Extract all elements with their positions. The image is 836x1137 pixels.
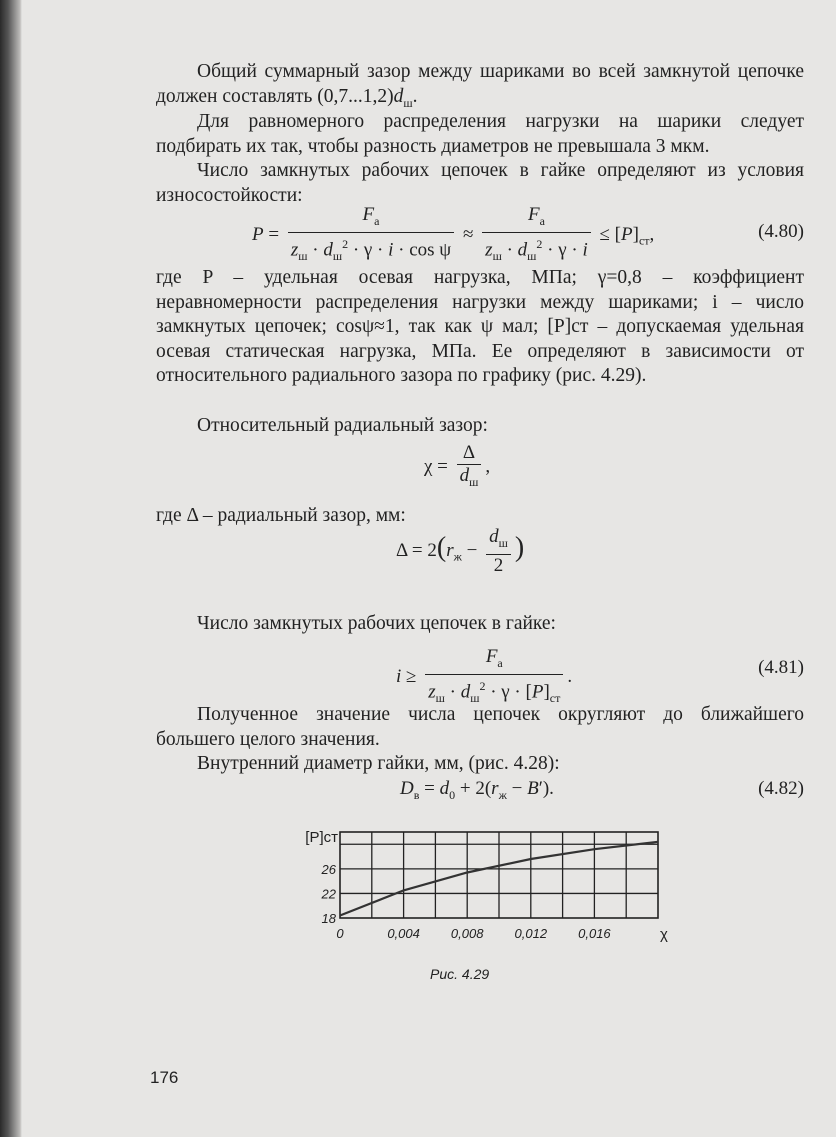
chart-svg <box>300 826 680 966</box>
figure-4-29-chart <box>300 826 680 1006</box>
paragraph-chains-count: Число замкнутых рабочих цепочек в гайке определяют из условия износостойкости: <box>156 160 804 206</box>
equation-number: (4.81) <box>758 657 804 678</box>
y-axis-label: [P]ст <box>305 829 338 846</box>
equation-4-82: $D_в = d_0 + 2(r_ж - B')$. <box>400 778 554 802</box>
paragraph-where-p: где P – удельная осевая нагрузка, МПа; γ=0,8 – коэффициент неравномерности распределения нагрузки между шариками; i – число замкнутых цепочек; cosψ≈1, так как ψ мал; [P]ст – допускаемая удельная осевая статическая нагрузка, МПа. Ее определяют в зависимости от относительного радиального зазора по графику (рис. 4.29). <box>156 267 804 386</box>
y-tick-label: 22 <box>321 886 336 902</box>
y-tick-label: 26 <box>321 861 336 877</box>
x-tick-label: 0,012 <box>514 926 548 941</box>
x-tick-label: 0,008 <box>450 926 484 941</box>
x-axis-label: χ <box>660 926 668 943</box>
equation-number: (4.82) <box>758 778 804 799</box>
equation-delta: $\Delta = 2(r_ж$ − $\frac{d_ш}{2}$ ) <box>396 526 525 576</box>
paragraph-chains-in-nut: Число замкнутых рабочих цепочек в гайке: <box>197 613 556 634</box>
book-spine-shadow <box>0 0 22 1137</box>
x-tick-label: 0,004 <box>387 926 420 941</box>
paragraph-inner-diameter: Внутренний диаметр гайки, мм, (рис. 4.28): <box>197 753 560 774</box>
paragraph-rounding: Полученное значение числа цепочек округляют до ближайшего большего целого значения. <box>156 704 804 750</box>
x-tick-label: 0,016 <box>578 926 611 941</box>
page-number: 176 <box>150 1068 179 1087</box>
figure-caption: Рис. 4.29 <box>430 966 490 982</box>
x-tick-label: 0 <box>336 926 344 941</box>
equation-number: (4.80) <box>758 221 804 242</box>
paragraph-gap-total: Общий суммарный зазор между шариками во всей замкнутой цепочке должен составлять $(0,7...1,2)d_ш$. <box>156 61 804 110</box>
equation-4-81: i ≥ $\frac{F_а}{z_ш \cdot d_ш^2 \cdot \gamma \cdot [P]_{ст}}$ . <box>396 646 573 705</box>
equation-chi: χ = $\frac{\Delta}{d_ш}$ , <box>424 442 491 489</box>
paragraph-relative-gap: Относительный радиальный зазор: <box>197 415 488 436</box>
equation-4-80: P = $\frac{F_а}{z_ш \cdot d_ш^2 \cdot \gamma \cdot i \cdot \cos \psi}$ ≈ $\frac{F_а}{z_ш \cdot d_ш^2 \cdot \gamma \cdot i}$ ≤ $[P]_{ст}$, <box>252 204 655 263</box>
paragraph-uniform-load: Для равномерного распределения нагрузки на шарики следует подбирать их так, чтобы разность диаметров не превышала 3 мкм. <box>156 111 804 157</box>
y-tick-label: 18 <box>321 911 336 926</box>
paragraph-where-delta: где Δ – радиальный зазор, мм: <box>156 505 406 526</box>
